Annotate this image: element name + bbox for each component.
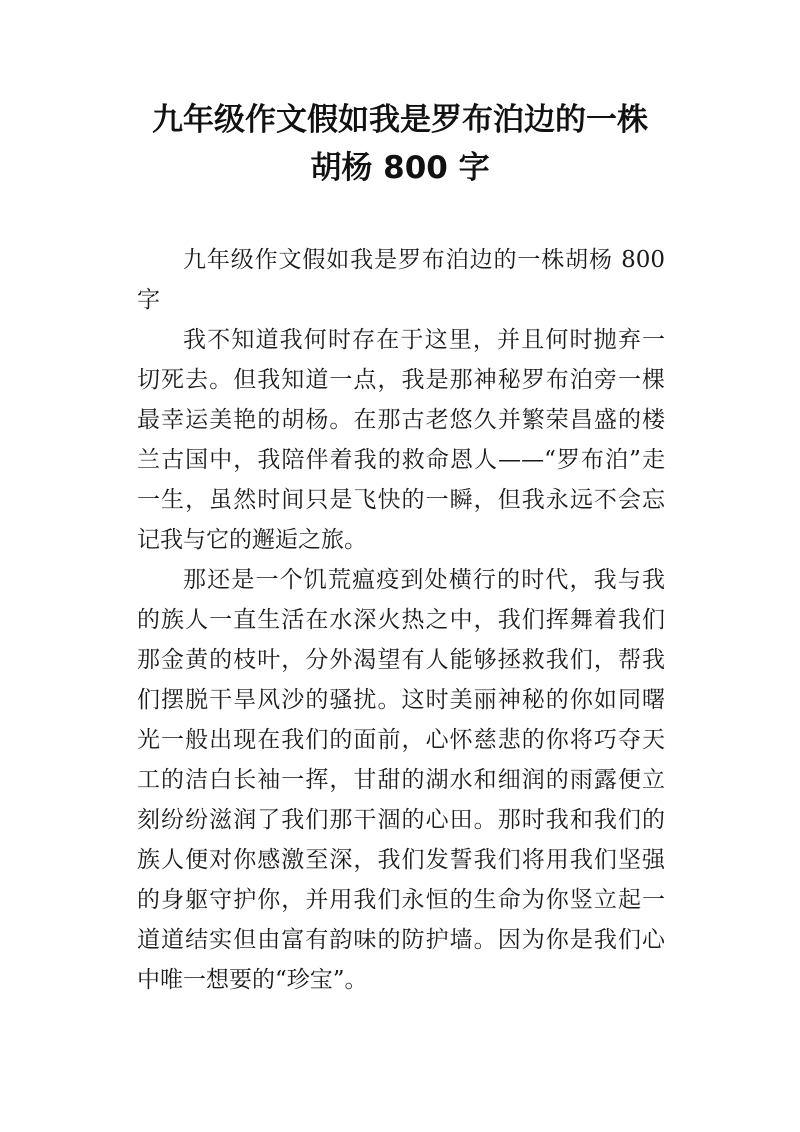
document-body [137,240,665,1000]
paragraph-intro: 九年级作文假如我是罗布泊边的一株胡杨 800 字 [137,247,665,313]
title-line-1: 九年级作文假如我是罗布泊边的一株 [152,102,648,138]
paragraph-2: 那还是一个饥荒瘟疫到处横行的时代，我与我的族人一直生活在水深火热之中，我们挥舞着我们那金黄的枝叶，分外渴望有人能够拯救我们，帮我们摆脱干旱风沙的骚扰。这时美丽神秘的你如同曙光一般出现在我们的面前，心怀慈悲的你将巧夺天工的洁白长袖一挥，甘甜的湖水和细润的雨露便立刻纷纷滋润了我们那干涸的心田。那时我和我们的族人便对你感激至深，我们发誓我们将用我们坚强的身躯守护你，并用我们永恒的生命为你竖立起一道道结实但由富有韵味的防护墙。因为你是我们心中唯一想要的“珍宝”。 [137,567,665,993]
title-line-2: 胡杨 800 字 [310,150,490,186]
document-title [100,96,700,192]
paragraph-1: 我不知道我何时存在于这里，并且何时抛弃一切死去。但我知道一点，我是那神秘罗布泊旁一棵最幸运美艳的胡杨。在那古老悠久并繁荣昌盛的楼兰古国中，我陪伴着我的救命恩人——“罗布泊”走一生，虽然时间只是飞快的一瞬，但我永远不会忘记我与它的邂逅之旅。 [137,327,665,553]
